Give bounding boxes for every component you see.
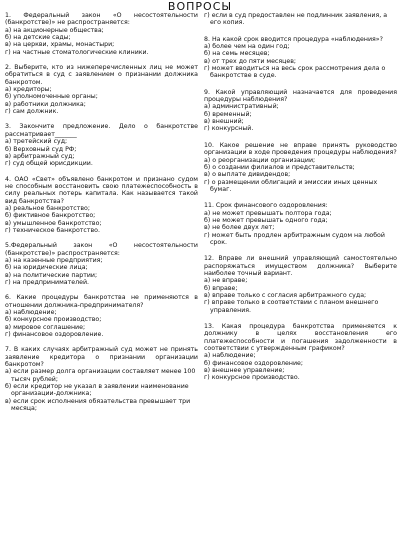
answer-option: а) не вправе; bbox=[204, 277, 248, 285]
answer-option: б) финансовое оздоровление; bbox=[204, 359, 303, 367]
answer-option: в) вправе только с согласия арбитражного суда; bbox=[204, 292, 367, 299]
answer-option: б) не может превышать одного года; bbox=[204, 216, 328, 224]
question-text: 3. Закончите предложение. Дело о банкротстве рассматривает_______ bbox=[5, 123, 198, 138]
answer-option: б) фиктивное банкротство; bbox=[5, 212, 96, 220]
answer-option: г) техническое банкротство. bbox=[5, 226, 100, 234]
answer-option: б) конкурсное производство; bbox=[5, 316, 102, 324]
answer-option: в) от трех до пяти месяцев; bbox=[204, 57, 297, 65]
answer-option: а) если размер долга организации составляет менее 100 тысяч рублей; bbox=[5, 368, 196, 383]
question-text: 6. Какие процедуры банкротства не применяются в отношении должника-предпринимателя? bbox=[5, 294, 198, 309]
answer-option: а) более чем на один год; bbox=[204, 43, 290, 51]
answer-option: г) если в суд предоставлен не подлинник заявления, а его копия. bbox=[204, 12, 388, 27]
answer-option: б) если кредитор не указал в заявлении наименование организации-должника; bbox=[5, 383, 189, 398]
answer-option: а) на казенные предприятия; bbox=[5, 256, 103, 264]
question-10 bbox=[204, 142, 397, 193]
question-11 bbox=[204, 202, 397, 246]
answer-option: г) на частные стоматологические клиники. bbox=[5, 48, 149, 56]
answer-option: г) финансовое оздоровление. bbox=[5, 331, 104, 339]
question-3 bbox=[5, 123, 198, 167]
question-13 bbox=[204, 323, 397, 382]
answer-option: а) кредиторы; bbox=[5, 86, 52, 94]
answer-option: г) суд общей юрисдикции. bbox=[5, 160, 93, 168]
answer-option: а) наблюдение; bbox=[204, 352, 256, 360]
answer-option: в) если срок исполнения обязательства превышает три месяца; bbox=[5, 397, 191, 413]
answer-option: а) наблюдение; bbox=[5, 309, 57, 317]
question-1 bbox=[5, 12, 198, 56]
question-7 bbox=[5, 346, 198, 412]
answer-option: б) о создании филиалов и представительств; bbox=[204, 163, 355, 171]
answer-option: а) о реорганизации организации; bbox=[204, 156, 316, 164]
question-9 bbox=[204, 89, 397, 133]
answer-option: б) вправе; bbox=[204, 284, 238, 292]
question-8 bbox=[204, 36, 397, 80]
answer-option: в) арбитражный суд; bbox=[5, 152, 75, 160]
answer-option: в) на политические партии; bbox=[5, 271, 98, 279]
answer-option: б) на юридические лица; bbox=[5, 264, 88, 272]
question-text: 7. В каких случаях арбитражный суд может не принять заявление кредитора о признании организации банкротом? bbox=[5, 346, 198, 369]
question-text: 4. ОАО «Свет» объявлено банкротом и признано судом не способным восстановить свою платежеспособность в силу реальных потерь капитала. Как называется такой вид банкротства? bbox=[5, 175, 198, 205]
answer-option: б) Верховный суд РФ; bbox=[5, 145, 77, 153]
question-text: 8. На какой срок вводится процедура «наблюдения»? bbox=[204, 35, 383, 43]
question-text: 1. Федеральный закон «О несостоятельности (банкротстве)» не распространяется: bbox=[5, 12, 198, 27]
answer-option: в) на церкви, храмы, монастыри; bbox=[5, 41, 115, 49]
answer-option: в) о выплате дивидендов; bbox=[204, 171, 291, 179]
answer-option: в) мировое соглашение; bbox=[5, 323, 86, 331]
question-4 bbox=[5, 176, 198, 235]
answer-option: в) внешний; bbox=[204, 118, 244, 126]
question-text: 5.Федеральный закон «О несостоятельности (банкротстве)» распространяется: bbox=[5, 242, 198, 257]
answer-option: б) на семь месяцев; bbox=[204, 50, 270, 58]
question-text: 10. Какое решение не вправе принять руководство организации в ходе проведения процедуры наблюдения? bbox=[204, 141, 397, 157]
right-column bbox=[204, 12, 397, 391]
answer-option: а) на акционерные общества; bbox=[5, 26, 104, 34]
question-text: 2. Выберите, кто из нижеперечисленных лиц не может обратиться в суд с заявлением о признании должника банкротом. bbox=[5, 64, 198, 86]
answer-option: б) временный; bbox=[204, 110, 252, 118]
answer-option: а) не может превышать полтора года; bbox=[204, 209, 332, 217]
answer-option: г) сам должник. bbox=[5, 108, 59, 116]
answer-option: г) может вводиться на весь срок рассмотрения дела о банкротстве в суде. bbox=[204, 65, 386, 80]
answer-option: б) на детские сады; bbox=[5, 34, 71, 42]
left-column bbox=[5, 12, 198, 421]
answer-option: г) может быть продлен арбитражным судом на любой срок. bbox=[204, 231, 385, 246]
question-7-continued bbox=[204, 12, 397, 27]
answer-option: а) административный; bbox=[204, 103, 279, 111]
question-text: 12. Вправе ли внешний управляющий самостоятельно распоряжаться имуществом должника? Выберите наиболее точный вариант. bbox=[204, 255, 397, 277]
question-text: 13. Какая процедура банкротства применяется к должнику в целях восстановления его платежеспособности и погашения задолженности в соответствии с утвержденным графиком? bbox=[204, 323, 397, 353]
question-text: 9. Какой управляющий назначается для проведения процедуры наблюдения? bbox=[204, 88, 397, 104]
page-title: ВОПРОСЫ bbox=[167, 0, 233, 13]
answer-option: г) конкурсный. bbox=[204, 125, 254, 133]
question-2 bbox=[5, 64, 198, 115]
answer-option: в) умышленное банкротство; bbox=[5, 219, 102, 227]
question-text: 11. Срок финансового оздоровления: bbox=[204, 202, 328, 210]
answer-option: в) внешнее управление; bbox=[204, 367, 285, 375]
answer-option: г) на предпринимателей. bbox=[5, 279, 90, 286]
answer-option: г) вправе только в соответствии с планом внешнего управления. bbox=[204, 299, 379, 314]
answer-option: б) уполномоченные органы; bbox=[5, 93, 98, 101]
answer-option: г) о размещении облигаций и эмиссии иных ценных бумаг. bbox=[204, 178, 378, 193]
question-6 bbox=[5, 294, 198, 338]
answer-option: в) работники должника; bbox=[5, 100, 86, 108]
answer-option: в) не более двух лет; bbox=[204, 224, 275, 232]
question-5 bbox=[5, 242, 198, 286]
answer-option: г) конкурсное производство. bbox=[204, 374, 300, 382]
question-12 bbox=[204, 255, 397, 314]
answer-option: а) третейский суд; bbox=[5, 138, 68, 146]
answer-option: а) реальное банкротство; bbox=[5, 204, 90, 212]
